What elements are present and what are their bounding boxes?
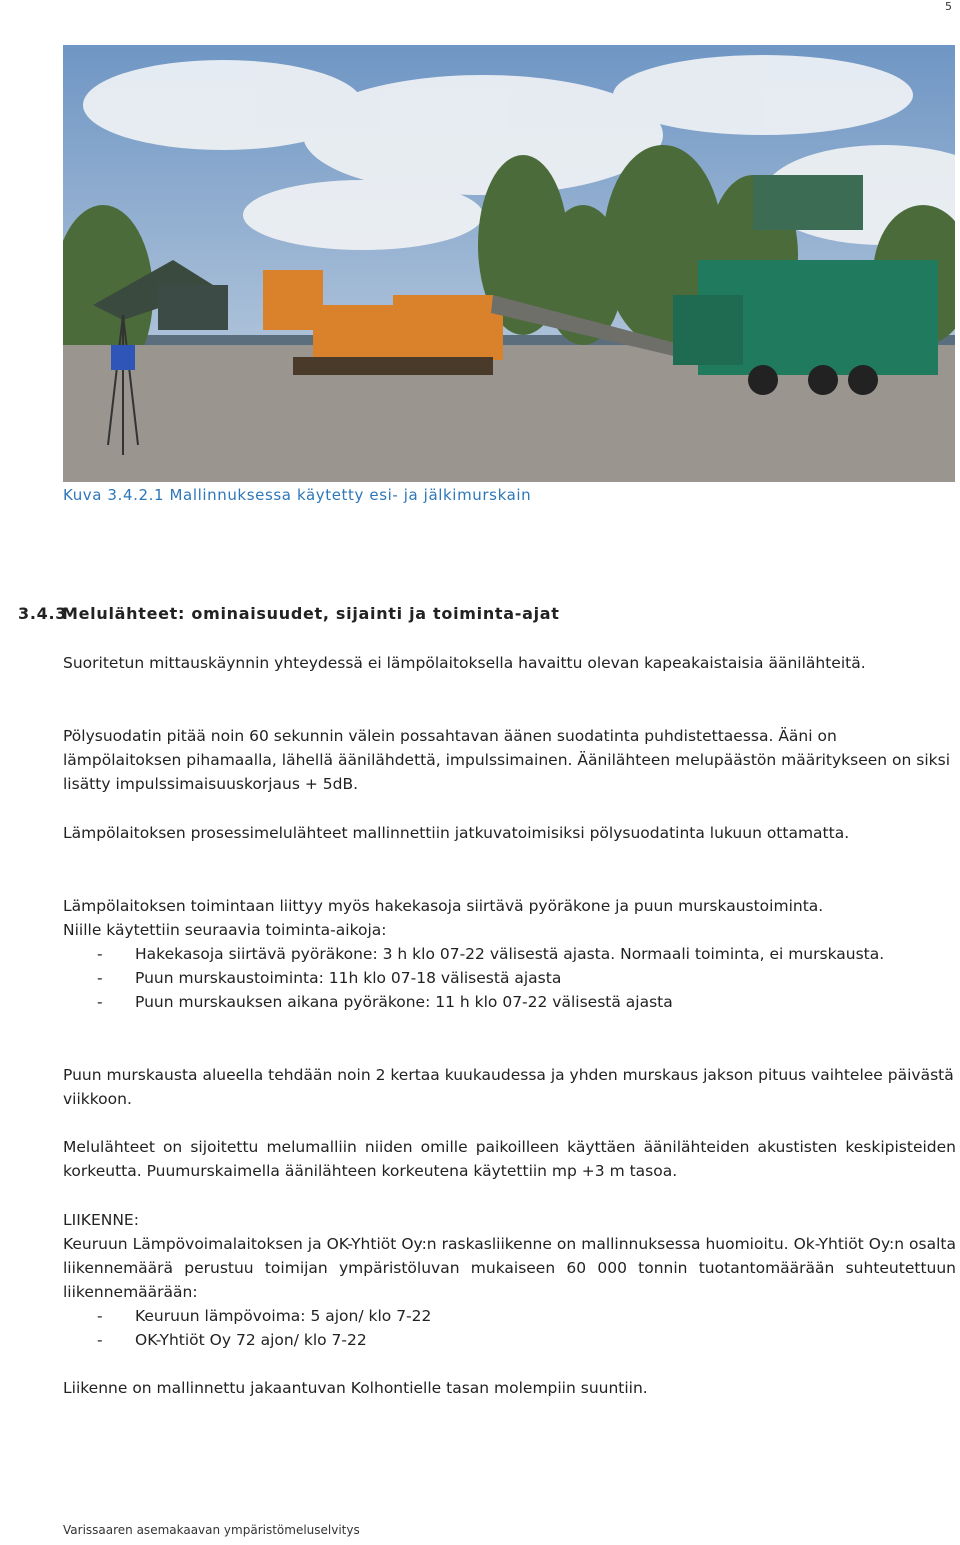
paragraph-7-text: Keuruun Lämpövoimalaitoksen ja OK-Yhtiöt Oy:n raskasliikenne on mallinnuksessa huomioitu. Ok-Yhtiöt Oy:n osalta liikennemäärä perustuu toimijan ympäristöluvan mukaiseen 60 000 tonnin tuotantomäärään suhteutettuun liikennemäärään: xyxy=(63,1235,956,1301)
page-footer: Varissaaren asemakaavan ympäristömeluselvitys xyxy=(63,1523,360,1537)
paragraph-4a-text: Lämpölaitoksen toimintaan liittyy myös hakekasoja siirtävä pyöräkone ja puun murskaustoiminta. xyxy=(63,897,824,915)
section-title: Melulähteet: ominaisuudet, sijainti ja toiminta-ajat xyxy=(62,604,560,623)
section-number: 3.4.3 xyxy=(18,604,68,623)
paragraph-4b-text: Niille käytettiin seuraavia toiminta-aikoja: xyxy=(63,921,387,939)
list-item: - OK-Yhtiöt Oy 72 ajon/ klo 7-22 xyxy=(97,1331,367,1349)
list-item: - Puun murskaustoiminta: 11h klo 07-18 välisestä ajasta xyxy=(97,969,562,987)
paragraph-2-text: Pölysuodatin pitää noin 60 sekunnin välein possahtavan äänen suodatinta puhdistettaessa. Ääni on lämpölaitoksen pihamaalla, lähellä äänilähdettä, impulssimainen. Äänilähteen melupäästön määritykseen on siksi lisätty impulssimaisuuskorjaus + 5dB. xyxy=(63,727,950,793)
traffic-heading: LIIKENNE: xyxy=(63,1211,139,1229)
crusher-photo xyxy=(63,45,955,482)
figure-caption: Kuva 3.4.2.1 Mallinnuksessa käytetty esi- ja jälkimurskain xyxy=(63,486,532,504)
paragraph-1 xyxy=(63,651,956,675)
paragraph-8-text: Liikenne on mallinnettu jakaantuvan Kolhontielle tasan molempiin suuntiin. xyxy=(63,1379,648,1397)
list-item: - Hakekasoja siirtävä pyöräkone: 3 h klo 07-22 välisestä ajasta. Normaali toiminta, ei murskausta. xyxy=(97,945,885,963)
tracks xyxy=(293,357,493,375)
paragraph-1-text: Suoritetun mittauskäynnin yhteydessä ei lämpölaitoksella havaittu olevan kapeakaistaisia äänilähteitä. xyxy=(63,654,866,672)
paragraph-8 xyxy=(63,1376,956,1400)
section-heading xyxy=(18,604,560,623)
paragraph-2 xyxy=(63,724,956,796)
paragraph-6 xyxy=(63,1135,956,1183)
list-item: - Puun murskauksen aikana pyöräkone: 11 h klo 07-22 välisestä ajasta xyxy=(97,993,673,1011)
paragraph-3 xyxy=(63,821,956,845)
list-item: - Keuruun lämpövoima: 5 ajon/ klo 7-22 xyxy=(97,1307,432,1325)
paragraph-6-text: Melulähteet on sijoitettu melumalliin niiden omille paikoilleen käyttäen äänilähteiden akustisten keskipisteiden korkeutta. Puumurskaimella äänilähteen korkeutena käytettiin mp +3 m tasoa. xyxy=(63,1138,956,1180)
paragraph-3-text: Lämpölaitoksen prosessimelulähteet mallinnettiin jatkuvatoimisiksi pölysuodatinta lukuun ottamatta. xyxy=(63,824,850,842)
paragraph-5-text: Puun murskausta alueella tehdään noin 2 kertaa kuukaudessa ja yhden murskaus jakson pituus vaihtelee päivästä viikkoon. xyxy=(63,1066,954,1108)
page-number: 5 xyxy=(945,0,952,13)
photo-illustration xyxy=(63,45,955,482)
paragraph-4 xyxy=(63,894,956,1014)
traffic-section xyxy=(63,1208,956,1352)
paragraph-5 xyxy=(63,1063,956,1111)
